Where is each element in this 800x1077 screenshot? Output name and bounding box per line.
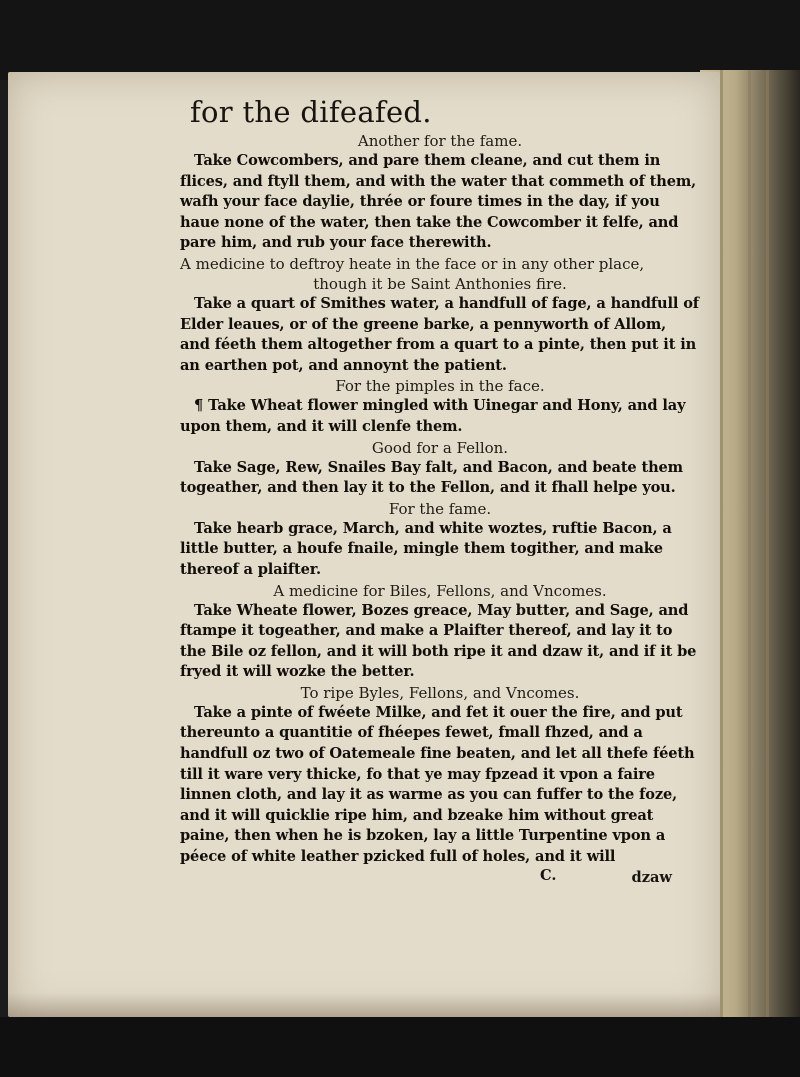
catchword: dzaw [631,868,672,886]
recipe-paragraph: Take Cowcombers, and pare them cleane, and cut them in flices, and ftyll them, and with the water that commeth of them, wafh your face daylie, thrée or foure times in the day, if you haue none of the water, then take the Cowcomber it felfe, and pare him, and rub your face therewith. [180,152,697,252]
page-foot [180,868,700,888]
running-header: for the difeafed. [190,95,432,129]
heading-line: A medicine for Biles, Fellons, and Vncomes. [273,581,607,600]
page-text [180,95,700,888]
heading-line: Another for the fame. [357,132,523,150]
recipe-paragraph: Take Wheate flower, Bozes greace, May butter, and Sage, and ftampe it togeather, and make a Plaifter thereof, and lay it to the Bile oz fellon, and it will both ripe it and dzaw it, and if it be fryed it will wozke the better. [180,601,697,681]
page-bottom-shadow [8,993,720,1017]
heading-line: though it be Saint Anthonies fire. [313,274,567,293]
recipe-paragraph: Take a quart of Smithes water, a handfull of fage, a handfull of Elder leaues, or of the greene barke, a pennyworth of Allom, and féeth them altogether from a quart to a pinte, then put it in an earthen pot, and annoynt the patient. [180,294,699,374]
heading-line: For the pimples in the face. [335,377,545,396]
scan-background-top [0,0,800,80]
scan-background-bottom [0,1017,800,1077]
signature-mark: C. [540,866,557,884]
recipe-paragraph: Take hearb grace, March, and white woztes, ruftie Bacon, a little butter, a houfe fnaile, mingle them togither, and make thereof a plaifter. [180,519,672,578]
recipe-paragraph: Take Sage, Rew, Snailes Bay falt, and Bacon, and beate them togeather, and then lay it to the Fellon, and it fhall helpe you. [180,458,683,497]
heading-line: To ripe Byles, Fellons, and Vncomes. [300,683,580,702]
recipe-paragraph: Take a pinte of fwéete Milke, and fet it ouer the fire, and put thereunto a quantitie of fhéepes fewet, fmall fhzed, and a handfull oz two of Oatemeale fine beaten, and let all thefe féeth till it ware very thicke, fo that ye may fpzead it vpon a faire linnen cloth, and lay it as warme as you can fuffer to the foze, and it will quicklie ripe him, and bzeake him without great paine, then when he is bzoken, lay a little Turpentine vpon a péece of white leather pzicked full of holes, and it will [180,703,695,866]
heading-line: A medicine to deftroy heate in the face or in any other place, [180,254,645,273]
recipe-paragraph: ¶ Take Wheat flower mingled with Uinegar and Hony, and lay upon them, and it will clenfe them. [180,397,686,435]
heading-line: Good for a Fellon. [371,438,509,457]
text-blocks [180,131,700,868]
heading-line: For the fame. [388,499,492,518]
